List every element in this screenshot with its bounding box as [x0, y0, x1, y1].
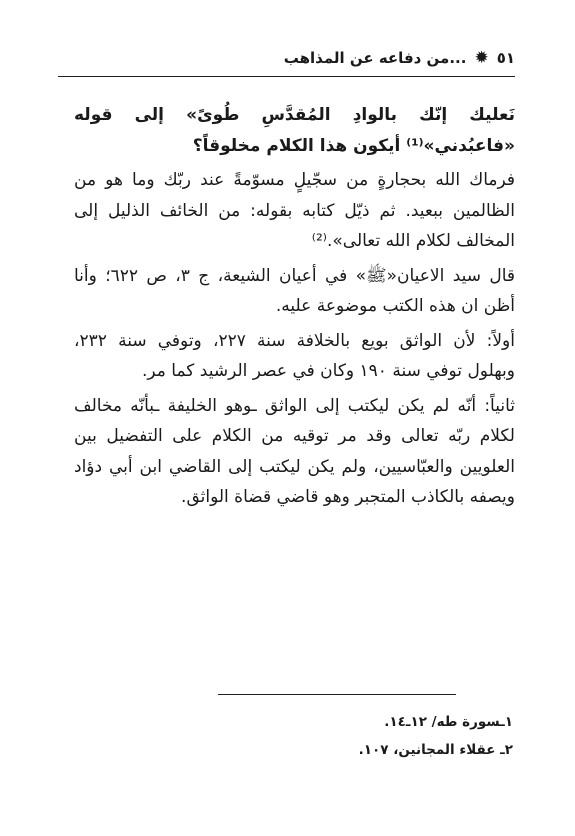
footnote-divider [218, 694, 456, 695]
paragraph-second-reason: ثانياً: أنّه لم يكن ليكتب إلى الواثق ـوهو الخليفة ـبأنّه مخالف لكلام ربّه تعالى وقد مر توقيه من الكلام على التفضيل بين العلويين والعبّاسيين، ولم يكن ليكتب إلى القاضي ابن أبي دؤاد ويصفه بالكاذب المتجبر وهو قاضي قضاة الواثق. [74, 395, 515, 507]
page-header [60, 44, 515, 72]
paragraph-quran-quote: نَعليك إنّك بالوادِ المُقدَّسِ طُوىً» إلى قوله «فاعبُدني»⁽¹⁾ أيكون هذا الكلام مخلوقاً؟ [74, 105, 515, 156]
footnotes [100, 708, 513, 764]
paragraph-ayan-citation: قال سيد الاعيان«ﷺ» في أعيان الشيعة، ج ٣، ص ٦٢٢؛ وأنا أظن ان هذه الكتب موضوعة عليه. [74, 265, 515, 316]
paragraph-letter-ending: فرماك الله بحجارةٍ من سجّيلٍ مسوّمةً عند ربّك وما هو من الظالمين ببعيد. ثم ذيّل كتابه بقوله: من الخائف الذليل إلى المخالف لكلام الله تعالى».⁽²⁾ [74, 170, 515, 251]
header-divider [58, 76, 515, 77]
body-text [74, 100, 515, 517]
running-title: ...من دفاعه عن المذاهب [283, 49, 467, 67]
star-ornament-icon: ✹ [474, 47, 489, 68]
footnote-2: ٢ـ عقلاء المجانين، ١٠٧. [358, 742, 513, 758]
page-number: ٥١ [496, 49, 515, 67]
footnote-1: ١ـسورة طه/ ١٢ـ١٤. [384, 714, 513, 730]
paragraph-first-reason: أولاً: لأن الواثق بويع بالخلافة سنة ٢٢٧، وتوفي سنة ٢٣٢، وبهلول توفي سنة ١٩٠ وكان في عصر الرشيد كما مر. [74, 330, 515, 381]
